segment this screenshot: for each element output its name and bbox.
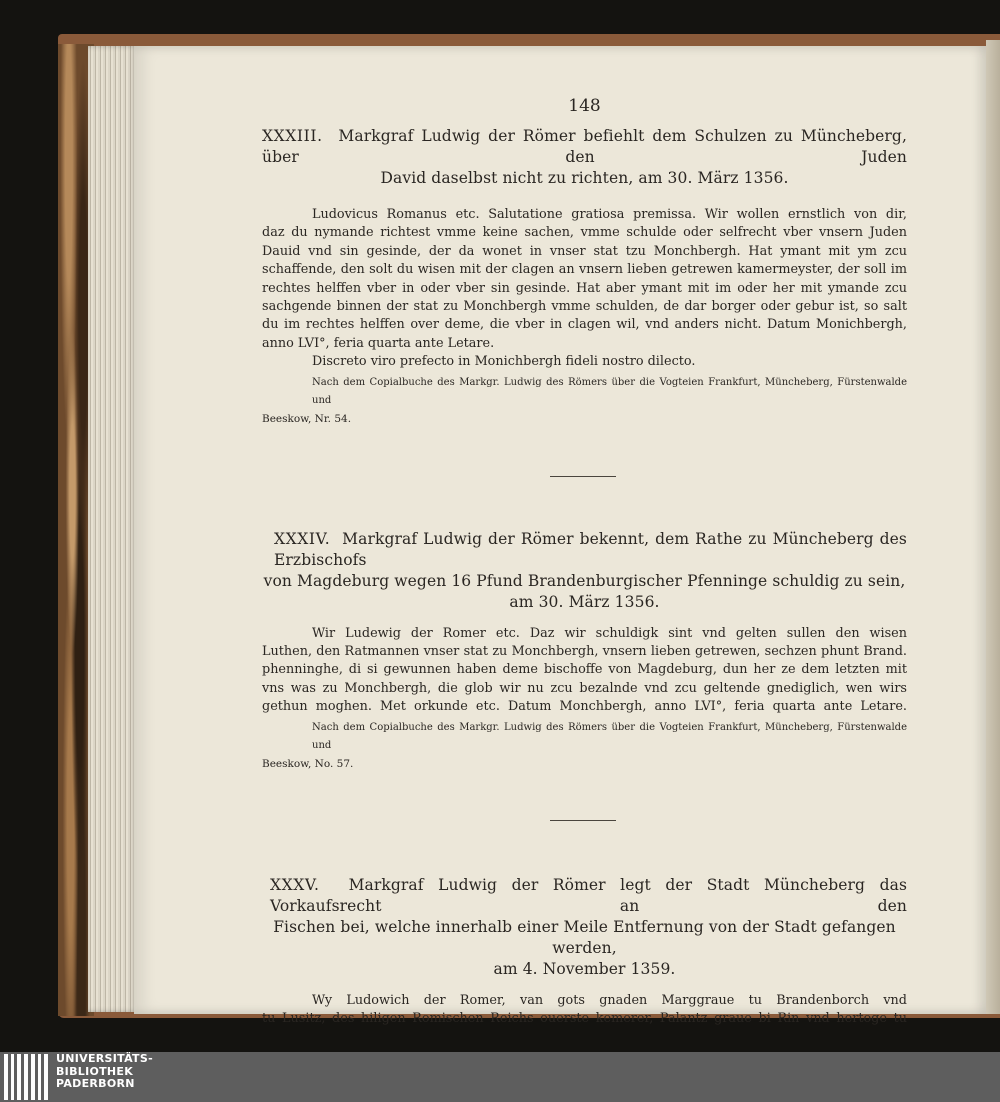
body-line: Ludovicus Romanus etc. Salutatione gratiosa premissa. Wir wollen ernstlich von dir, <box>312 207 907 222</box>
heading-line: Markgraf Ludwig der Römer bekennt, dem Rathe zu Müncheberg des Erzbischofs <box>274 529 907 569</box>
document-number: XXXV. <box>270 875 320 894</box>
document-number: XXXIV. <box>274 529 331 548</box>
library-name-line: UNIVERSITÄTS- <box>56 1052 153 1065</box>
page-content <box>262 96 907 1029</box>
library-logo-icon <box>4 1054 48 1100</box>
body-line: vns was zu Monchbergh, die glob wir nu zcu bezalnde vnd zcu geltende gnediglich, wen wirs <box>262 680 907 696</box>
document-body <box>262 992 907 1029</box>
facing-page-edge <box>986 40 1000 1014</box>
document-xxxv <box>262 875 907 1029</box>
library-name-line: PADERBORN <box>56 1077 135 1090</box>
source-line: Nach dem Copialbuche des Markgr. Ludwig des Römers über die Vogteien Frankfurt, Müncheberg, Fürstenwalde und <box>312 721 907 751</box>
heading-line: David daselbst nicht zu richten, am 30. März 1356. <box>380 169 789 187</box>
document-heading <box>262 529 907 613</box>
body-line: phenninghe, di si gewunnen haben deme bischoffe von Magdeburg, dun her ze dem letzten mit <box>262 662 907 678</box>
heading-line: am 4. November 1359. <box>493 959 676 978</box>
document-number: XXXIII. <box>262 127 323 145</box>
body-line: Wy Ludowich der Romer, van gots gnaden Marggraue tu Brandenborch vnd <box>312 992 907 1008</box>
body-line: gethun moghen. Met orkunde etc. Datum Monchbergh, anno LVI°, feria quarta ante Letare. <box>262 699 907 715</box>
heading-line: am 30. März 1356. <box>509 592 660 611</box>
page-edges <box>88 46 138 1012</box>
separator-rule <box>550 820 616 821</box>
body-line: du im rechtes helffen over deme, die vber in clagen wil, vnd anders nicht. Datum Monichbergh, <box>262 317 907 333</box>
source-line: Beeskow, No. 57. <box>262 757 354 770</box>
source-line: Nach dem Copialbuche des Markgr. Ludwig des Römers über die Vogteien Frankfurt, Müncheberg, Fürstenwalde und <box>312 376 907 406</box>
document-body <box>262 206 907 372</box>
separator-rule <box>550 476 616 477</box>
document-xxxiii <box>262 126 907 428</box>
source-note <box>262 719 907 773</box>
document-heading <box>262 875 907 980</box>
body-line: Dauid vnd sin gesinde, der da wonet in vnser stat tzu Monchbergh. Hat ymant mit ym zcu <box>262 243 907 259</box>
body-line: tu Lusitz, des hiligen Romischen Reichs ouerste kemerer, Palantz graue bi Rin vnd hertoge tu <box>262 1011 907 1027</box>
heading-line: Markgraf Ludwig der Römer befiehlt dem Schulzen zu Müncheberg, über den Juden <box>262 127 907 166</box>
body-line: Luthen, den Ratmannen vnser stat zu Monchbergh, vnsern lieben getrewen, sechzen phunt Brand. <box>262 644 907 660</box>
body-line: anno LVI°, feria quarta ante Letare. <box>262 335 495 351</box>
library-name-line: BIBLIOTHEK <box>56 1064 134 1078</box>
body-line: sachgende binnen der stat zu Monchbergh vmme schulden, de dar borger oder gebur ist, so salt <box>262 299 907 315</box>
heading-line: von Magdeburg wegen 16 Pfund Brandenburgischer Pfenninge schuldig zu sein, <box>263 571 906 590</box>
body-line: schaffende, den solt du wisen mit der clagen an vnsern lieben getrewen kamermeyster, der soll im <box>262 262 907 278</box>
body-line: daz du nymande richtest vmme keine sachen, vmme schulde oder selfrecht vber vnsern Juden <box>262 225 907 241</box>
body-line: Wir Ludewig der Romer etc. Daz wir schuldigk sint vnd gelten sullen den wisen <box>312 625 907 641</box>
document-body <box>262 625 907 717</box>
source-note <box>262 374 907 428</box>
body-line: rechtes helffen vber in oder vber sin gesinde. Hat aber ymant mit im oder her mit ymande zcu <box>262 280 907 296</box>
source-line: Beeskow, Nr. 54. <box>262 412 352 425</box>
library-name <box>56 1053 153 1091</box>
address-line: Discreto viro prefecto in Monichbergh fideli nostro dilecto. <box>312 354 696 370</box>
document-heading <box>262 126 907 189</box>
document-xxxiv <box>262 529 907 773</box>
heading-line: Fischen bei, welche innerhalb einer Meile Entfernung von der Stadt gefangen werden, <box>273 917 896 957</box>
heading-line: Markgraf Ludwig der Römer legt der Stadt Müncheberg das Vorkaufsrecht an den <box>270 875 907 915</box>
page-number: 148 <box>568 96 601 116</box>
